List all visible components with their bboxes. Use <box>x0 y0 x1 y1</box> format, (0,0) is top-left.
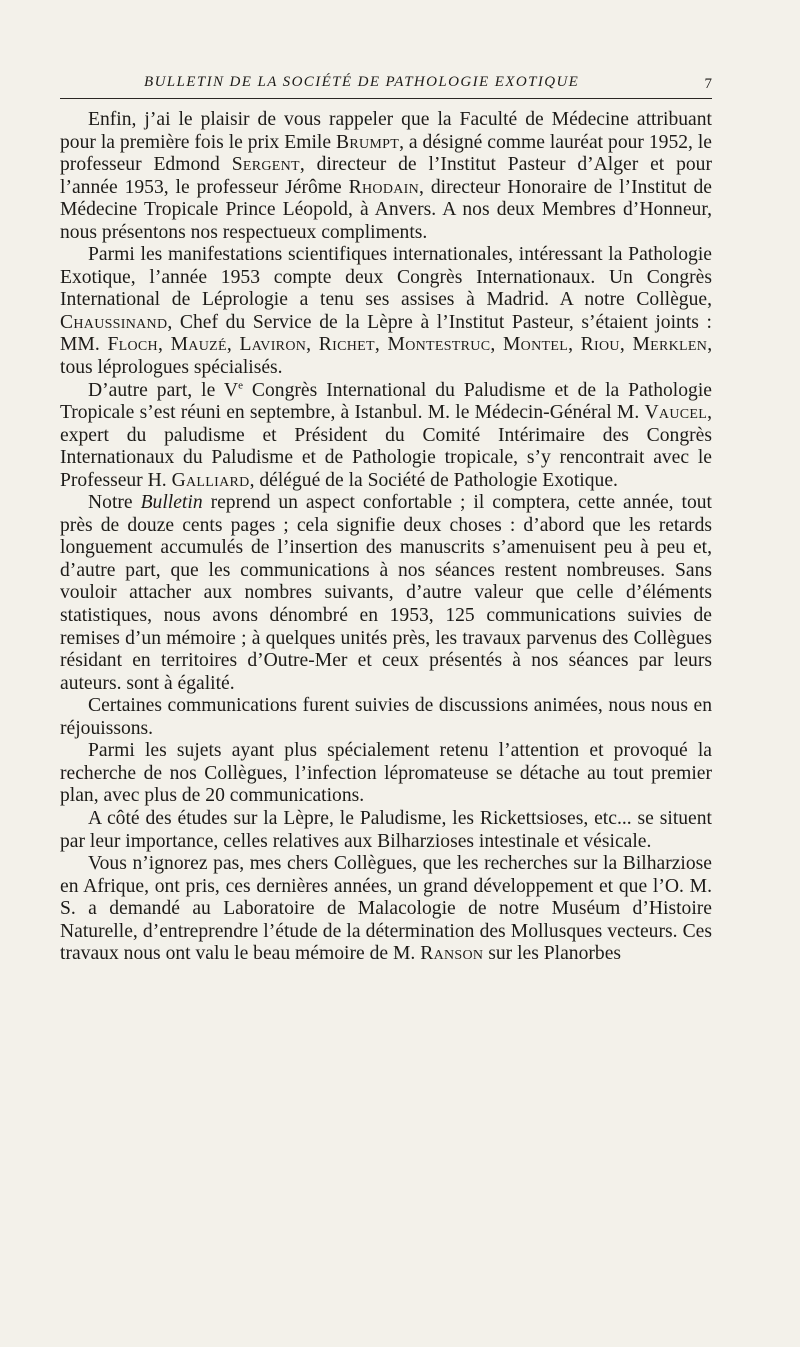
text-run: Notre <box>88 492 141 514</box>
text-run: , a désigné comme lauréat pour 1952, le professeur Edmond <box>60 131 712 176</box>
text-run: , Chef du Service de la Lèpre à l’Institut Pasteur, s’étaient joints : MM. <box>60 311 712 356</box>
text-run: sur les Planorbes <box>483 943 622 965</box>
text-run: A côté des études sur la Lèpre, le Paludisme, les Rickettsioses, etc... se situent par leur importance, celles relatives aux Bilharzioses intestinale et vésicale. <box>60 807 712 852</box>
text-run: , tous léprologues spécialisés. <box>60 334 713 379</box>
text-run: Parmi les sujets ayant plus spécialement retenu l’attention et provoqué la recherche de nos Collègues, l’infection lépromateuse se détache au tout premier plan, avec plus de 20 communications. <box>60 740 712 807</box>
text-run: Certaines communications furent suivies de discussions animées, nous nous en réjouissons. <box>60 695 712 739</box>
text-run: , <box>619 334 633 356</box>
paragraph <box>60 109 712 244</box>
person-name: Merklen <box>632 334 708 356</box>
text-run: , <box>226 334 240 356</box>
person-name: Floch <box>107 334 158 356</box>
person-name: Richet <box>318 334 375 356</box>
person-name: Vaucel <box>644 402 708 424</box>
person-name: Sergent <box>231 154 300 176</box>
paragraph <box>60 244 712 379</box>
text-run: , <box>157 334 171 356</box>
person-name: Montestruc <box>387 334 491 356</box>
paragraph <box>60 695 712 740</box>
page-number: 7 <box>704 76 712 92</box>
person-name: Mauzé <box>170 334 227 356</box>
running-title: BULLETIN DE LA SOCIÉTÉ DE PATHOLOGIE EXOTIQUE <box>144 74 580 90</box>
text-run: , <box>306 334 319 356</box>
person-name: Galliard <box>171 469 250 491</box>
person-name: Brumpt <box>335 131 400 153</box>
paragraph <box>60 492 712 695</box>
text-run: Parmi les manifestations scientifiques internationales, intéressant la Pathologie Exotique, l’année 1953 compte deux Congrès Internationaux. Un Congrès International de Léprologie a tenu ses assises à Madrid. A notre Collègue, <box>60 244 712 311</box>
text-run: reprend un aspect confortable ; il comptera, cette année, tout près de douze cents pages ; cela signifie deux choses : d’abord que les retards longuement accumulés de l’insertion des manuscrits s’amenuisent peu à peu et, d’autre part, que les communications à nos séances restent nombreuses. Sans vouloir attacher aux nombres suivants, d’autre valeur que celle d’éléments statistiques, nous avons dénombré en 1953, 125 communications suivies de remises d’un mémoire ; à quelques unités près, les travaux parvenus des Collègues résidant en territoires d’Outre-Mer et ceux présentés à nos séances par leurs auteurs. sont à égalité. <box>60 492 712 694</box>
text-run: D’autre part, le V <box>88 379 239 401</box>
text-run: Vous n’ignorez pas, mes chers Collègues, que les recherches sur la Bilharziose en Afrique, ont pris, ces dernières années, un grand développement et que l’O. M. S. a demandé au Laboratoire de Malacologie de notre Muséum d’Histoire Naturelle, d’entreprendre l’étude de la détermination des Mollusques vecteurs. Ces travaux nous ont valu le beau mémoire de M. <box>60 853 712 965</box>
paragraph <box>60 853 712 966</box>
person-name: Rhodain <box>348 176 420 198</box>
body-text <box>60 109 712 966</box>
text-run: , directeur de l’Institut Pasteur d’Alger et pour l’année 1953, le professeur Jérôme <box>60 154 712 198</box>
text-run: , directeur Honoraire de l’Institut de Médecine Tropicale Prince Léopold, à Anvers. A nos deux Membres d’Honneur, nous présentons nos respectueux compliments. <box>60 176 712 243</box>
person-name: Montel <box>502 334 569 356</box>
page-header <box>60 68 712 99</box>
paragraph <box>60 380 712 493</box>
text-run: , <box>568 334 581 356</box>
text-run: Enfin, j’ai le plaisir de vous rappeler que la Faculté de Médecine attribuant pour la première fois le prix Emile <box>60 109 712 153</box>
text-run: , délégué de la Société de Pathologie Exotique. <box>249 469 618 491</box>
text-run: Congrès International du Paludisme et de la Pathologie Tropicale s’est réuni en septembre, à Istanbul. M. le Médecin-Général M. <box>60 379 712 424</box>
person-name: Ranson <box>420 943 484 965</box>
text-run: , <box>490 334 503 356</box>
journal-page <box>60 68 712 966</box>
text-run: , expert du paludisme et Président du Comité Intérimaire des Congrès Internationaux du Paludisme et de Pathologie tropicale, s’y rencontrait avec le Professeur H. <box>60 402 712 491</box>
person-name: Chaussinand <box>60 311 168 333</box>
text-run: , <box>374 334 388 356</box>
superscript: e <box>238 379 243 392</box>
paragraph <box>60 740 712 808</box>
person-name: Riou <box>580 334 620 356</box>
person-name: Laviron <box>239 334 307 356</box>
paragraph <box>60 808 712 853</box>
italic-text: Bulletin <box>140 492 203 514</box>
